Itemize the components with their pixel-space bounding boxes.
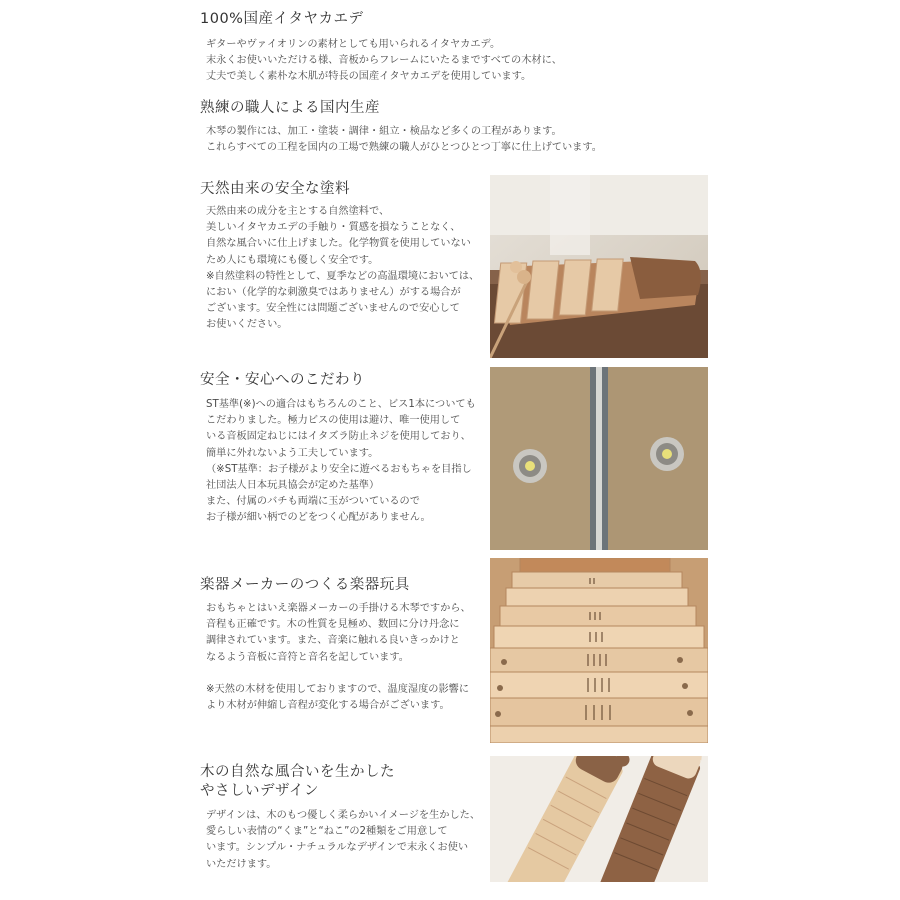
text-line: 社団法人日本玩具協会が定めた基準）: [206, 480, 380, 492]
section-text-design: [206, 808, 480, 873]
text-line: 音程も正確です。木の性質を見極め、数回に分け丹念に: [206, 619, 460, 631]
text-line: います。シンプル・ナチュラルなデザインで末永くお使い: [206, 842, 469, 854]
text-line: 丈夫で美しく素朴な木肌が特長の国産イタヤカエデを使用しています。: [206, 71, 532, 83]
section-title-design-line2: やさしいデザイン: [200, 783, 319, 799]
section-text-safety: [206, 397, 476, 527]
text-line: いる音板固定ねじにはイタズラ防止ネジを使用しており、: [206, 431, 471, 443]
text-line: ※天然の木材を使用しておりますので、温度湿度の影響に: [206, 683, 470, 695]
text-line: こだわりました。極力ビスの使用は避け、唯一使用して: [206, 415, 461, 427]
text-line: これらすべての工程を国内の工場で熟練の職人がひとつひとつ丁寧に仕上げています。: [206, 142, 602, 154]
text-line: 木琴の製作には、加工・塗装・調律・組立・検品など多くの工程があります。: [206, 126, 562, 137]
text-line: ST基準(※)への適合はもちろんのこと、ビス1本についても: [206, 399, 476, 410]
text-line: ため人にも環境にも優しく安全です。: [206, 254, 379, 266]
text-line: なるよう音板に音符と音名を記しています。: [206, 651, 409, 663]
text-line: いただけます。: [206, 858, 277, 870]
section-text-craftsmen: [206, 124, 602, 156]
text-line: （※ST基準：お子様がより安全に遊べるおもちゃを目指し: [206, 463, 472, 475]
section-title-natural-paint: 天然由来の安全な塗料: [200, 181, 350, 197]
photo-note-bars: [490, 558, 708, 743]
section-title-domestic-maple: 100%国産イタヤカエデ: [200, 11, 364, 27]
text-line: 美しいイタヤカエデの手触り・質感を損なうことなく、: [206, 222, 461, 234]
text-line: 簡単に外れないよう工夫しています。: [206, 447, 379, 459]
section-text-domestic-maple: [206, 37, 562, 86]
text-line: また、付属のバチも両端に玉がついているので: [206, 496, 420, 508]
section-title-safety: 安全・安心へのこだわり: [200, 372, 365, 388]
section-title-instrument-maker: 楽器メーカーのつくる楽器玩具: [200, 577, 410, 593]
text-line: おもちゃとはいえ楽器メーカーの手掛ける木琴ですから、: [206, 603, 471, 614]
text-gap: [206, 666, 471, 682]
section-text-instrument-maker: [206, 601, 471, 714]
text-line: におい（化学的な刺激臭ではありません）がする場合が: [206, 287, 461, 299]
text-line: ギターやヴァイオリンの素材としても用いられるイタヤカエデ。: [206, 39, 501, 50]
text-line: お子様が細い柄でのどをつく心配がありません。: [206, 512, 431, 524]
section-title-design-line1: 木の自然な風合いを生かした: [200, 764, 395, 780]
text-line: ございます。安全性には問題ございませんので安心して: [206, 303, 460, 315]
text-line: 天然由来の成分を主とする自然塗料で、: [206, 206, 390, 217]
section-title-craftsmen: 熟練の職人による国内生産: [200, 100, 380, 116]
photo-screw-closeup: [490, 367, 708, 550]
text-line: ※自然塗料の特性として、夏季などの高温環境においては、: [206, 270, 480, 282]
text-line: 愛らしい表情の“くま”と“ねこ”の2種類をご用意して: [206, 826, 448, 838]
text-line: 調律されています。また、音楽に触れる良いきっかけと: [206, 635, 460, 647]
section-text-natural-paint: [206, 204, 479, 334]
text-line: より木材が伸縮し音程が変化する場合がございます。: [206, 700, 450, 712]
text-line: 末永くお使いいただける様、音板からフレームにいたるまですべての木材に、: [206, 55, 562, 67]
photo-xylophone-cat: [490, 175, 708, 358]
photo-bear-cat-pair: [490, 756, 708, 882]
text-line: 自然な風合いに仕上げました。化学物質を使用していない: [206, 238, 471, 250]
text-line: デザインは、木のもつ優しく柔らかいイメージを生かした、: [206, 810, 481, 821]
text-line: お使いください。: [206, 319, 288, 331]
